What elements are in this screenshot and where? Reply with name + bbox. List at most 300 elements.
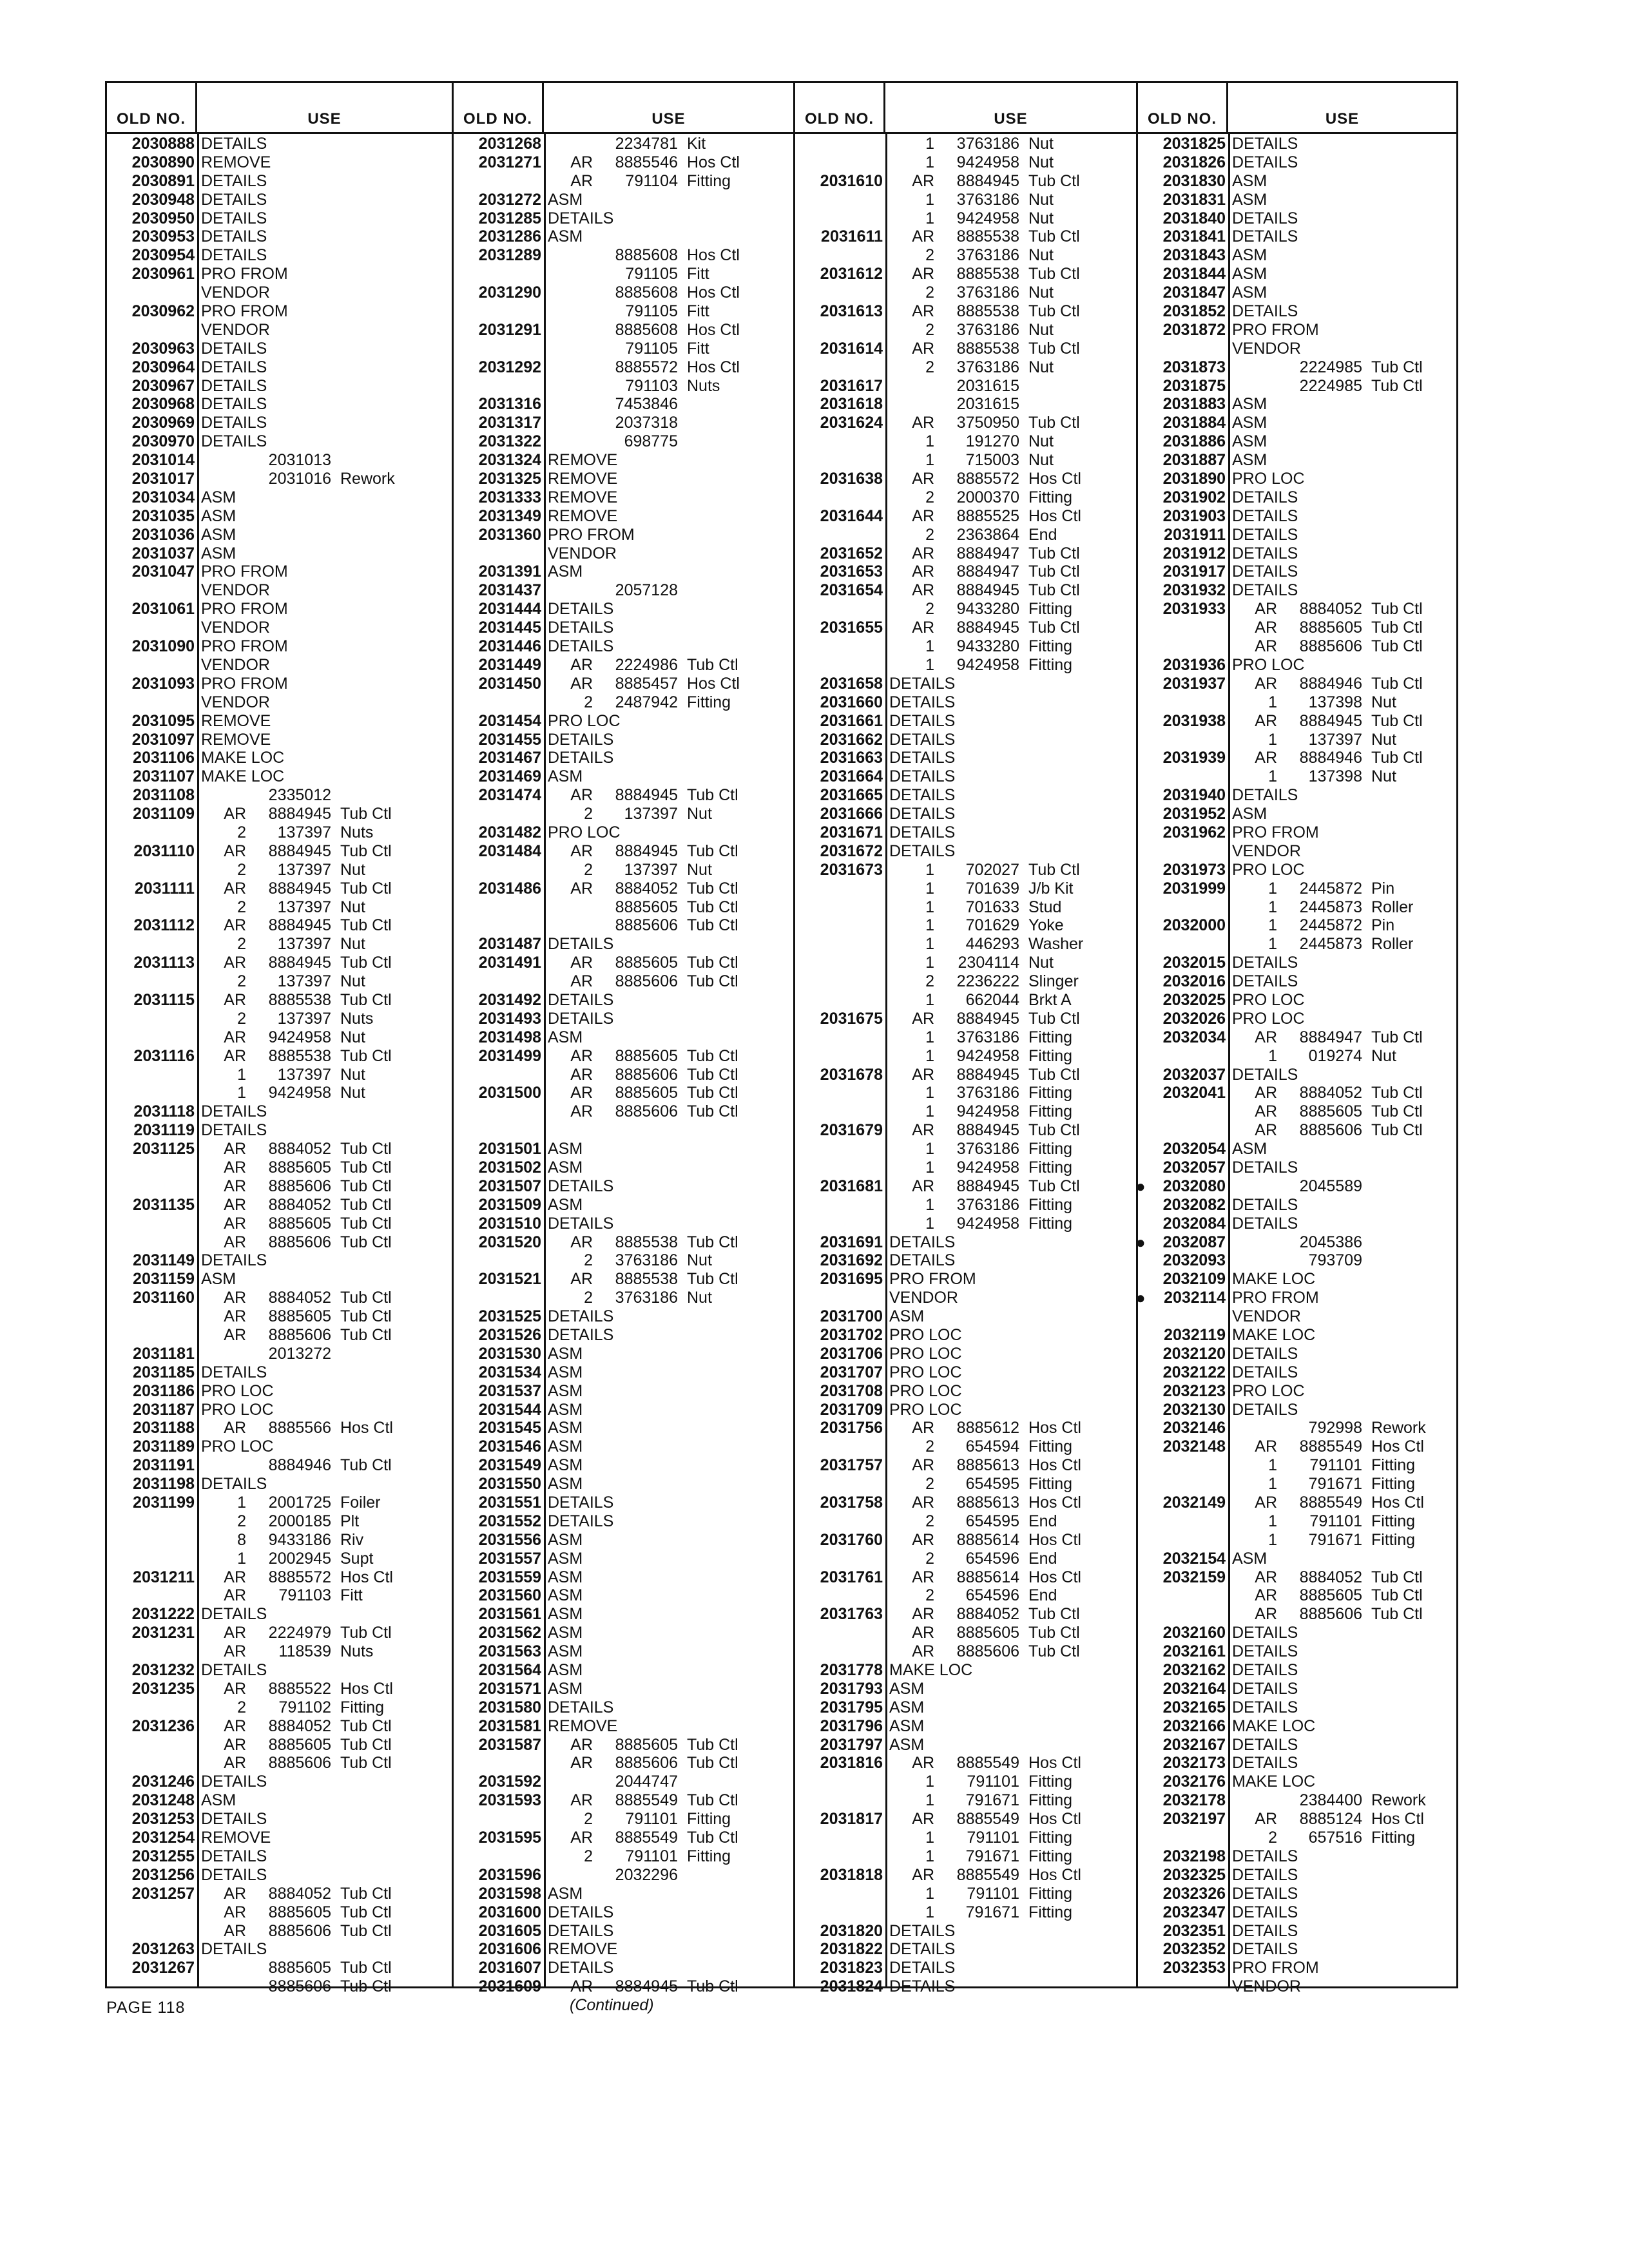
old-number: 2032016 <box>1162 972 1226 991</box>
part-description: Hos Ctl <box>1028 1810 1081 1829</box>
use-text: ASM <box>1232 451 1268 470</box>
quantity: 1 <box>925 1158 934 1177</box>
part-number: 2224979 <box>268 1624 331 1642</box>
table-row <box>454 954 793 972</box>
old-number: 2031115 <box>133 990 195 1009</box>
quantity: AR <box>1255 619 1277 637</box>
table-row <box>454 135 793 153</box>
use-text: ASM <box>548 1679 583 1698</box>
table-row <box>454 1996 793 2015</box>
table-row <box>454 1847 793 1866</box>
use-text: DETAILS <box>1232 1698 1298 1716</box>
old-number: 2031450 <box>478 674 541 693</box>
part-number: 8885605 <box>268 1307 331 1326</box>
table-row <box>454 656 793 675</box>
table-row <box>1138 1977 1456 1996</box>
part-description: Nut <box>1028 451 1054 470</box>
table-row <box>795 916 1136 935</box>
table-row <box>454 1066 793 1084</box>
old-number: 2031112 <box>133 916 195 935</box>
table-row <box>795 507 1136 526</box>
old-number: 2031661 <box>820 711 883 730</box>
table-row <box>1138 377 1456 396</box>
old-number: 2031844 <box>1162 265 1226 284</box>
use-text: DETAILS <box>201 1363 267 1381</box>
table-row <box>795 656 1136 675</box>
use-text: PRO LOC <box>1232 860 1305 879</box>
old-number <box>795 451 885 470</box>
old-number: 2031499 <box>478 1046 541 1065</box>
quantity <box>544 302 602 321</box>
old-number: 2031109 <box>133 805 195 823</box>
quantity: 2 <box>925 1549 934 1568</box>
table-row <box>454 1531 793 1550</box>
use-text: REMOVE <box>201 1829 271 1847</box>
part-description: Fitting <box>1371 1829 1416 1847</box>
part-description: Nut <box>340 898 365 916</box>
quantity: AR <box>224 1884 246 1903</box>
old-number: 2031035 <box>131 506 195 525</box>
table-row <box>795 1698 1136 1717</box>
use-text: DETAILS <box>1232 1214 1298 1233</box>
use-text: DETAILS <box>1232 581 1298 600</box>
old-number: 2031559 <box>478 1568 541 1586</box>
quantity: 8 <box>237 1530 246 1549</box>
quantity <box>885 377 943 396</box>
part-description: Nut <box>1371 1046 1396 1065</box>
part-number: 791101 <box>967 1829 1019 1847</box>
quantity: 1 <box>1268 916 1277 935</box>
part-description: Fitting <box>1028 1884 1073 1903</box>
old-number: 2031875 <box>1162 376 1226 395</box>
old-number <box>795 191 885 209</box>
table-row <box>107 1885 452 1903</box>
old-number: 2031672 <box>820 841 883 860</box>
table-row <box>454 1512 793 1531</box>
table-row <box>454 1642 793 1661</box>
table-row <box>1138 786 1456 805</box>
part-number: 2224985 <box>1299 376 1362 395</box>
old-number: 2031818 <box>820 1865 883 1884</box>
old-number <box>107 1512 197 1531</box>
header-use: USE <box>994 110 1028 128</box>
old-number: 2031817 <box>820 1810 883 1829</box>
old-number: 2031797 <box>820 1735 883 1754</box>
table-row <box>1138 637 1456 656</box>
part-number: 8885606 <box>956 1642 1019 1661</box>
old-number: 2031014 <box>131 451 195 470</box>
quantity: AR <box>1255 1084 1277 1102</box>
quantity <box>544 395 602 414</box>
old-number: 2031902 <box>1162 488 1226 506</box>
old-number: 2031664 <box>820 767 883 786</box>
table-row <box>107 1270 452 1289</box>
quantity: 2 <box>237 935 246 954</box>
old-number: 2031778 <box>820 1661 883 1680</box>
old-number <box>1138 693 1228 712</box>
table-row <box>107 488 452 507</box>
quantity: AR <box>1255 1437 1277 1456</box>
old-number <box>795 1847 885 1866</box>
old-number: 2031509 <box>478 1195 541 1214</box>
quantity: 1 <box>925 432 934 451</box>
part-number: 8885549 <box>615 1829 678 1847</box>
old-number <box>795 1512 885 1531</box>
use-text: DETAILS <box>1232 1940 1298 1959</box>
old-number: 2031691 <box>820 1233 883 1251</box>
use-text: DETAILS <box>889 805 956 823</box>
old-number: 2031316 <box>478 395 541 414</box>
old-number: 2031106 <box>133 749 195 767</box>
part-number: 9433280 <box>956 600 1019 619</box>
part-description: Fitt <box>687 265 709 284</box>
use-text: DETAILS <box>548 619 614 637</box>
use-text: PRO LOC <box>889 1381 962 1400</box>
old-number: ● 2032080 <box>1135 1176 1226 1196</box>
use-text: DETAILS <box>548 1698 614 1716</box>
old-number: 2031272 <box>478 190 541 209</box>
old-number <box>454 1102 544 1121</box>
table-row <box>1138 1903 1456 1922</box>
table-row <box>1138 1661 1456 1680</box>
part-number: 8885605 <box>1299 1586 1362 1605</box>
table-row <box>795 414 1136 432</box>
old-number <box>107 656 197 675</box>
old-number: 2031521 <box>478 1270 541 1289</box>
use-text: DETAILS <box>548 209 614 227</box>
part-description: Tub Ctl <box>687 1065 738 1084</box>
part-number: 2001725 <box>268 1494 331 1512</box>
part-description: Tub Ctl <box>1028 544 1080 562</box>
part-description: Fitting <box>687 171 731 190</box>
quantity: AR <box>1255 1494 1277 1512</box>
part-number: 8884052 <box>1299 1084 1362 1102</box>
old-number: 2031761 <box>820 1568 883 1586</box>
table-row <box>1138 842 1456 861</box>
table-row <box>795 600 1136 619</box>
quantity: 1 <box>925 1773 934 1791</box>
old-number: 2031587 <box>478 1735 541 1754</box>
old-number: 2032120 <box>1162 1344 1226 1363</box>
quantity: AR <box>224 1754 246 1773</box>
quantity: 1 <box>925 153 934 171</box>
old-number: 2032167 <box>1162 1735 1226 1754</box>
use-text: DETAILS <box>201 135 267 153</box>
use-text: DETAILS <box>548 1903 614 1921</box>
table-row <box>107 1680 452 1698</box>
part-description: Tub Ctl <box>1028 1065 1080 1084</box>
part-description: Tub Ctl <box>687 1102 738 1121</box>
table-row <box>454 321 793 340</box>
old-number: 2030953 <box>131 227 195 246</box>
part-description: Riv <box>340 1530 364 1549</box>
table-row <box>1138 1382 1456 1401</box>
use-text: DETAILS <box>1232 506 1298 525</box>
bullet-icon: ● <box>1135 1288 1146 1308</box>
old-number: 2031232 <box>131 1661 195 1680</box>
part-description: Nut <box>687 860 712 879</box>
use-text: ASM <box>548 1586 583 1605</box>
table-column-3 <box>793 83 1136 1996</box>
old-number: 2031605 <box>478 1921 541 1940</box>
part-number: 8885605 <box>956 1624 1019 1642</box>
table-row <box>454 1456 793 1475</box>
table-row <box>1138 1810 1456 1829</box>
table-row <box>1138 619 1456 637</box>
table-row <box>107 1251 452 1270</box>
part-description: Rework <box>1371 1791 1426 1810</box>
use-text: DETAILS <box>548 1494 614 1512</box>
old-number <box>107 1586 197 1605</box>
old-number <box>1138 767 1228 786</box>
old-number: 2031563 <box>478 1642 541 1661</box>
part-number: 8885538 <box>956 302 1019 321</box>
use-text: PRO FROM <box>201 674 288 693</box>
old-number: 2031903 <box>1162 506 1226 525</box>
table-row <box>454 544 793 563</box>
part-description <box>678 1773 793 1791</box>
use-text: ASM <box>548 1344 583 1363</box>
quantity: AR <box>912 1065 934 1084</box>
old-number: 2030954 <box>131 246 195 265</box>
old-number: 2031932 <box>1162 581 1226 600</box>
old-number <box>795 153 885 172</box>
table-row <box>454 1550 793 1568</box>
old-number <box>454 1810 544 1829</box>
old-number: 2031246 <box>131 1773 195 1791</box>
table-row <box>1138 1531 1456 1550</box>
table-row <box>795 1270 1136 1289</box>
table-row <box>107 209 452 228</box>
part-number: 137397 <box>277 898 331 916</box>
old-number: 2031580 <box>478 1698 541 1716</box>
old-number: 2031222 <box>131 1605 195 1624</box>
table-row <box>107 544 452 563</box>
table-row <box>1138 209 1456 228</box>
old-number: 2031545 <box>478 1419 541 1437</box>
quantity: AR <box>224 805 246 823</box>
old-number: 2032041 <box>1162 1084 1226 1102</box>
table-row <box>795 1047 1136 1066</box>
table-row <box>454 172 793 191</box>
part-description: Tub Ctl <box>1371 637 1423 656</box>
table-row <box>795 1568 1136 1587</box>
part-description: Tub Ctl <box>1371 1568 1423 1586</box>
quantity: AR <box>912 1568 934 1586</box>
old-number <box>795 898 885 917</box>
part-description: Kit <box>687 135 706 153</box>
table-row <box>795 1363 1136 1382</box>
quantity <box>1228 1233 1286 1252</box>
old-number <box>795 1140 885 1158</box>
use-text: ASM <box>548 1140 583 1158</box>
old-number: 2031940 <box>1162 786 1226 805</box>
old-number <box>795 656 885 675</box>
table-row <box>107 1326 452 1345</box>
part-description: Fitting <box>687 693 731 711</box>
quantity: AR <box>1255 600 1277 619</box>
table-row <box>1138 1586 1456 1605</box>
old-number <box>795 1437 885 1456</box>
quantity: 1 <box>925 990 934 1009</box>
table-row <box>795 1102 1136 1121</box>
table-row <box>107 1289 452 1307</box>
table-row <box>1138 284 1456 302</box>
part-description: Nuts <box>340 1642 374 1661</box>
quantity: AR <box>224 1289 246 1307</box>
quantity: AR <box>1255 1810 1277 1829</box>
table-row <box>107 1102 452 1121</box>
old-number <box>795 935 885 954</box>
part-description: Nut <box>340 860 365 879</box>
part-number: 3763186 <box>956 320 1019 339</box>
use-text: DETAILS <box>1232 1921 1298 1940</box>
quantity: AR <box>912 339 934 358</box>
table-row <box>107 1810 452 1829</box>
old-number: 2031292 <box>478 358 541 376</box>
old-number: 2030888 <box>131 135 195 153</box>
table-row <box>1138 340 1456 358</box>
part-number: 8885605 <box>615 1046 678 1065</box>
part-number: 137398 <box>1308 767 1362 786</box>
part-number: 8885538 <box>615 1270 678 1289</box>
table-row <box>107 972 452 991</box>
old-number <box>107 1010 197 1028</box>
old-number: ● 2032114 <box>1135 1288 1226 1308</box>
old-number <box>795 1102 885 1121</box>
part-number: 8885605 <box>268 1158 331 1177</box>
quantity <box>197 451 255 470</box>
table-row <box>107 1624 452 1642</box>
quantity: AR <box>912 1810 934 1829</box>
part-number: 2363864 <box>956 525 1019 544</box>
table-row <box>454 432 793 451</box>
part-number: 8885538 <box>956 339 1019 358</box>
old-number: 2031455 <box>478 730 541 749</box>
table-row <box>795 1642 1136 1661</box>
old-number <box>454 1066 544 1084</box>
part-description: Nut <box>1371 730 1396 749</box>
table-row <box>107 675 452 693</box>
old-number <box>1138 1121 1228 1140</box>
table-row <box>454 227 793 246</box>
table-row <box>107 1010 452 1028</box>
part-number: 8884945 <box>268 841 331 860</box>
table-row <box>1138 1885 1456 1903</box>
part-description: Tub Ctl <box>1028 860 1080 879</box>
quantity: AR <box>570 972 593 991</box>
quantity <box>544 377 602 396</box>
table-row <box>454 1401 793 1419</box>
table-row <box>795 954 1136 972</box>
table-row <box>107 451 452 470</box>
quantity: 2 <box>584 1810 593 1829</box>
table-row <box>795 526 1136 544</box>
old-number: 2031939 <box>1162 749 1226 767</box>
quantity: 1 <box>925 898 934 916</box>
part-description: Nut <box>340 935 365 954</box>
table-row <box>107 432 452 451</box>
part-description <box>1019 395 1136 414</box>
table-row <box>795 1773 1136 1791</box>
use-text: ASM <box>889 1679 925 1698</box>
use-text: DETAILS <box>548 1214 614 1233</box>
part-description: Tub Ctl <box>1028 1642 1080 1661</box>
part-description: Tub Ctl <box>687 1977 738 1996</box>
quantity: 1 <box>1268 1456 1277 1475</box>
part-description: Tub Ctl <box>340 1307 392 1326</box>
part-description: Rework <box>340 470 395 488</box>
use-text: DETAILS <box>1232 1624 1298 1642</box>
part-description: Pin <box>1371 879 1395 898</box>
part-number: 791102 <box>278 1698 331 1716</box>
quantity: AR <box>224 1642 246 1661</box>
table-row <box>1138 861 1456 879</box>
table-row <box>795 562 1136 581</box>
use-text: DETAILS <box>548 935 614 954</box>
row-list <box>1135 135 1456 1996</box>
old-number: 2031652 <box>820 544 883 562</box>
quantity <box>1228 1791 1286 1810</box>
old-number: 2032148 <box>1162 1437 1226 1456</box>
table-row <box>107 805 452 823</box>
old-number: 2031611 <box>821 227 883 246</box>
table-row <box>454 191 793 209</box>
use-text: PRO FROM <box>201 600 288 619</box>
use-text: ASM <box>201 506 236 525</box>
quantity: 1 <box>925 1084 934 1102</box>
quantity: 2 <box>925 284 934 302</box>
old-number <box>1138 637 1228 656</box>
table-row <box>795 1215 1136 1233</box>
use-text: DETAILS <box>548 1326 614 1344</box>
part-description: Tub Ctl <box>1028 302 1080 321</box>
table-row <box>1138 1940 1456 1959</box>
table-row <box>795 488 1136 507</box>
part-description: Tub Ctl <box>340 1195 392 1214</box>
part-description: Hos Ctl <box>1028 1494 1081 1512</box>
table-row <box>454 823 793 842</box>
quantity: AR <box>912 227 934 246</box>
old-number <box>107 1084 197 1102</box>
table-row <box>795 340 1136 358</box>
table-row <box>795 731 1136 749</box>
table-row <box>1138 916 1456 935</box>
use-text: DETAILS <box>889 730 956 749</box>
old-number: 2031707 <box>820 1363 883 1381</box>
part-description: Tub Ctl <box>340 841 392 860</box>
old-number: 2031708 <box>820 1381 883 1400</box>
part-number: 2031615 <box>956 376 1019 395</box>
table-row <box>795 1531 1136 1550</box>
part-number: 8885566 <box>268 1419 331 1437</box>
table-row <box>1138 191 1456 209</box>
part-number: 9424958 <box>956 209 1019 227</box>
old-number <box>1138 1456 1228 1475</box>
table-row <box>454 284 793 302</box>
part-description: Fitting <box>1028 1195 1073 1214</box>
old-number: 2031678 <box>820 1065 883 1084</box>
old-number <box>107 823 197 842</box>
table-row <box>107 1084 452 1102</box>
part-description: Tub Ctl <box>340 1716 392 1735</box>
part-description: Fitting <box>1028 1214 1073 1233</box>
use-text: DETAILS <box>1232 1065 1298 1084</box>
part-number: 791101 <box>1309 1456 1362 1475</box>
old-number <box>1138 340 1228 358</box>
old-number: 2031454 <box>478 711 541 730</box>
table-row <box>107 1717 452 1736</box>
